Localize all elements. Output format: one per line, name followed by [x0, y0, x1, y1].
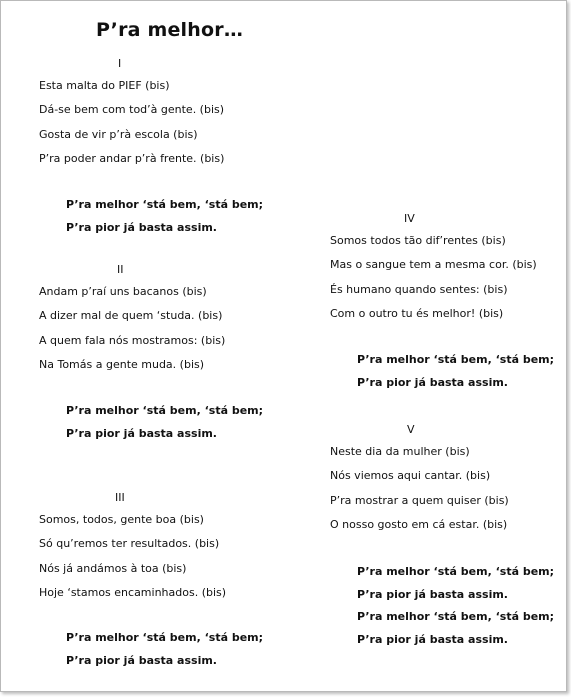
- verse-line: Nós viemos aqui cantar. (bis): [330, 469, 491, 483]
- verse-line: Esta malta do PIEF (bis): [39, 79, 170, 92]
- stanza-numeral: III: [115, 491, 125, 504]
- chorus-line: P’ra pior já basta assim.: [66, 220, 217, 234]
- verse-line: Hoje ‘stamos encaminhados. (bis): [39, 585, 227, 599]
- song-title: P’ra melhor…: [96, 19, 244, 41]
- chorus-line: P’ra melhor ‘stá bem, ‘stá bem;: [66, 404, 264, 417]
- chorus-line: P’ra melhor ‘stá bem, ‘stá bem;: [66, 631, 264, 644]
- verse-line: Gosta de vir p’rà escola (bis): [39, 127, 198, 141]
- chorus-1: [39, 194, 263, 239]
- verse-line: Na Tomás a gente muda. (bis): [39, 357, 205, 371]
- chorus-3: [39, 627, 263, 672]
- chorus-line: P’ra pior já basta assim.: [66, 653, 217, 667]
- stanza-numeral: IV: [404, 212, 415, 225]
- chorus-line: P’ra melhor ‘stá bem, ‘stá bem;: [357, 353, 555, 366]
- stanza-3: [39, 488, 226, 605]
- stanza-numeral: I: [118, 57, 122, 70]
- stanza-1: [39, 54, 224, 171]
- verse-line: Nós já andámos à toa (bis): [39, 561, 187, 575]
- verse-line: P’ra mostrar a quem quiser (bis): [330, 493, 509, 507]
- chorus-line: P’ra melhor ‘stá bem, ‘stá bem;: [357, 610, 555, 623]
- verse-line: Com o outro tu és melhor! (bis): [330, 306, 504, 320]
- chorus-line: P’ra pior já basta assim.: [357, 375, 508, 389]
- stanza-2: [39, 260, 225, 377]
- verse-line: Somos todos tão dif’rentes (bis): [330, 234, 506, 247]
- chorus-line: P’ra pior já basta assim.: [357, 632, 508, 646]
- verse-line: O nosso gosto em cá estar. (bis): [330, 517, 508, 531]
- verse-line: Andam p’raí uns bacanos (bis): [39, 285, 207, 298]
- chorus-4: [330, 349, 554, 394]
- chorus-line: P’ra melhor ‘stá bem, ‘stá bem;: [66, 198, 264, 211]
- stanza-numeral: V: [407, 423, 415, 436]
- chorus-5: [330, 561, 554, 651]
- verse-line: P’ra poder andar p’rà frente. (bis): [39, 151, 225, 165]
- chorus-line: P’ra pior já basta assim.: [357, 587, 508, 601]
- verse-line: A quem fala nós mostramos: (bis): [39, 333, 226, 347]
- chorus-2: [39, 400, 263, 445]
- verse-line: Mas o sangue tem a mesma cor. (bis): [330, 258, 537, 272]
- stanza-numeral: II: [117, 263, 124, 276]
- verse-line: A dizer mal de quem ‘studa. (bis): [39, 309, 223, 323]
- verse-line: Dá-se bem com tod’à gente. (bis): [39, 103, 225, 117]
- stanza-4: [330, 209, 537, 326]
- verse-line: Somos, todos, gente boa (bis): [39, 513, 204, 526]
- verse-line: És humano quando sentes: (bis): [330, 282, 508, 296]
- verse-line: Só qu’remos ter resultados. (bis): [39, 537, 220, 551]
- chorus-line: P’ra pior já basta assim.: [66, 426, 217, 440]
- verse-line: Neste dia da mulher (bis): [330, 445, 470, 458]
- stanza-5: [330, 420, 509, 537]
- chorus-line: P’ra melhor ‘stá bem, ‘stá bem;: [357, 565, 555, 578]
